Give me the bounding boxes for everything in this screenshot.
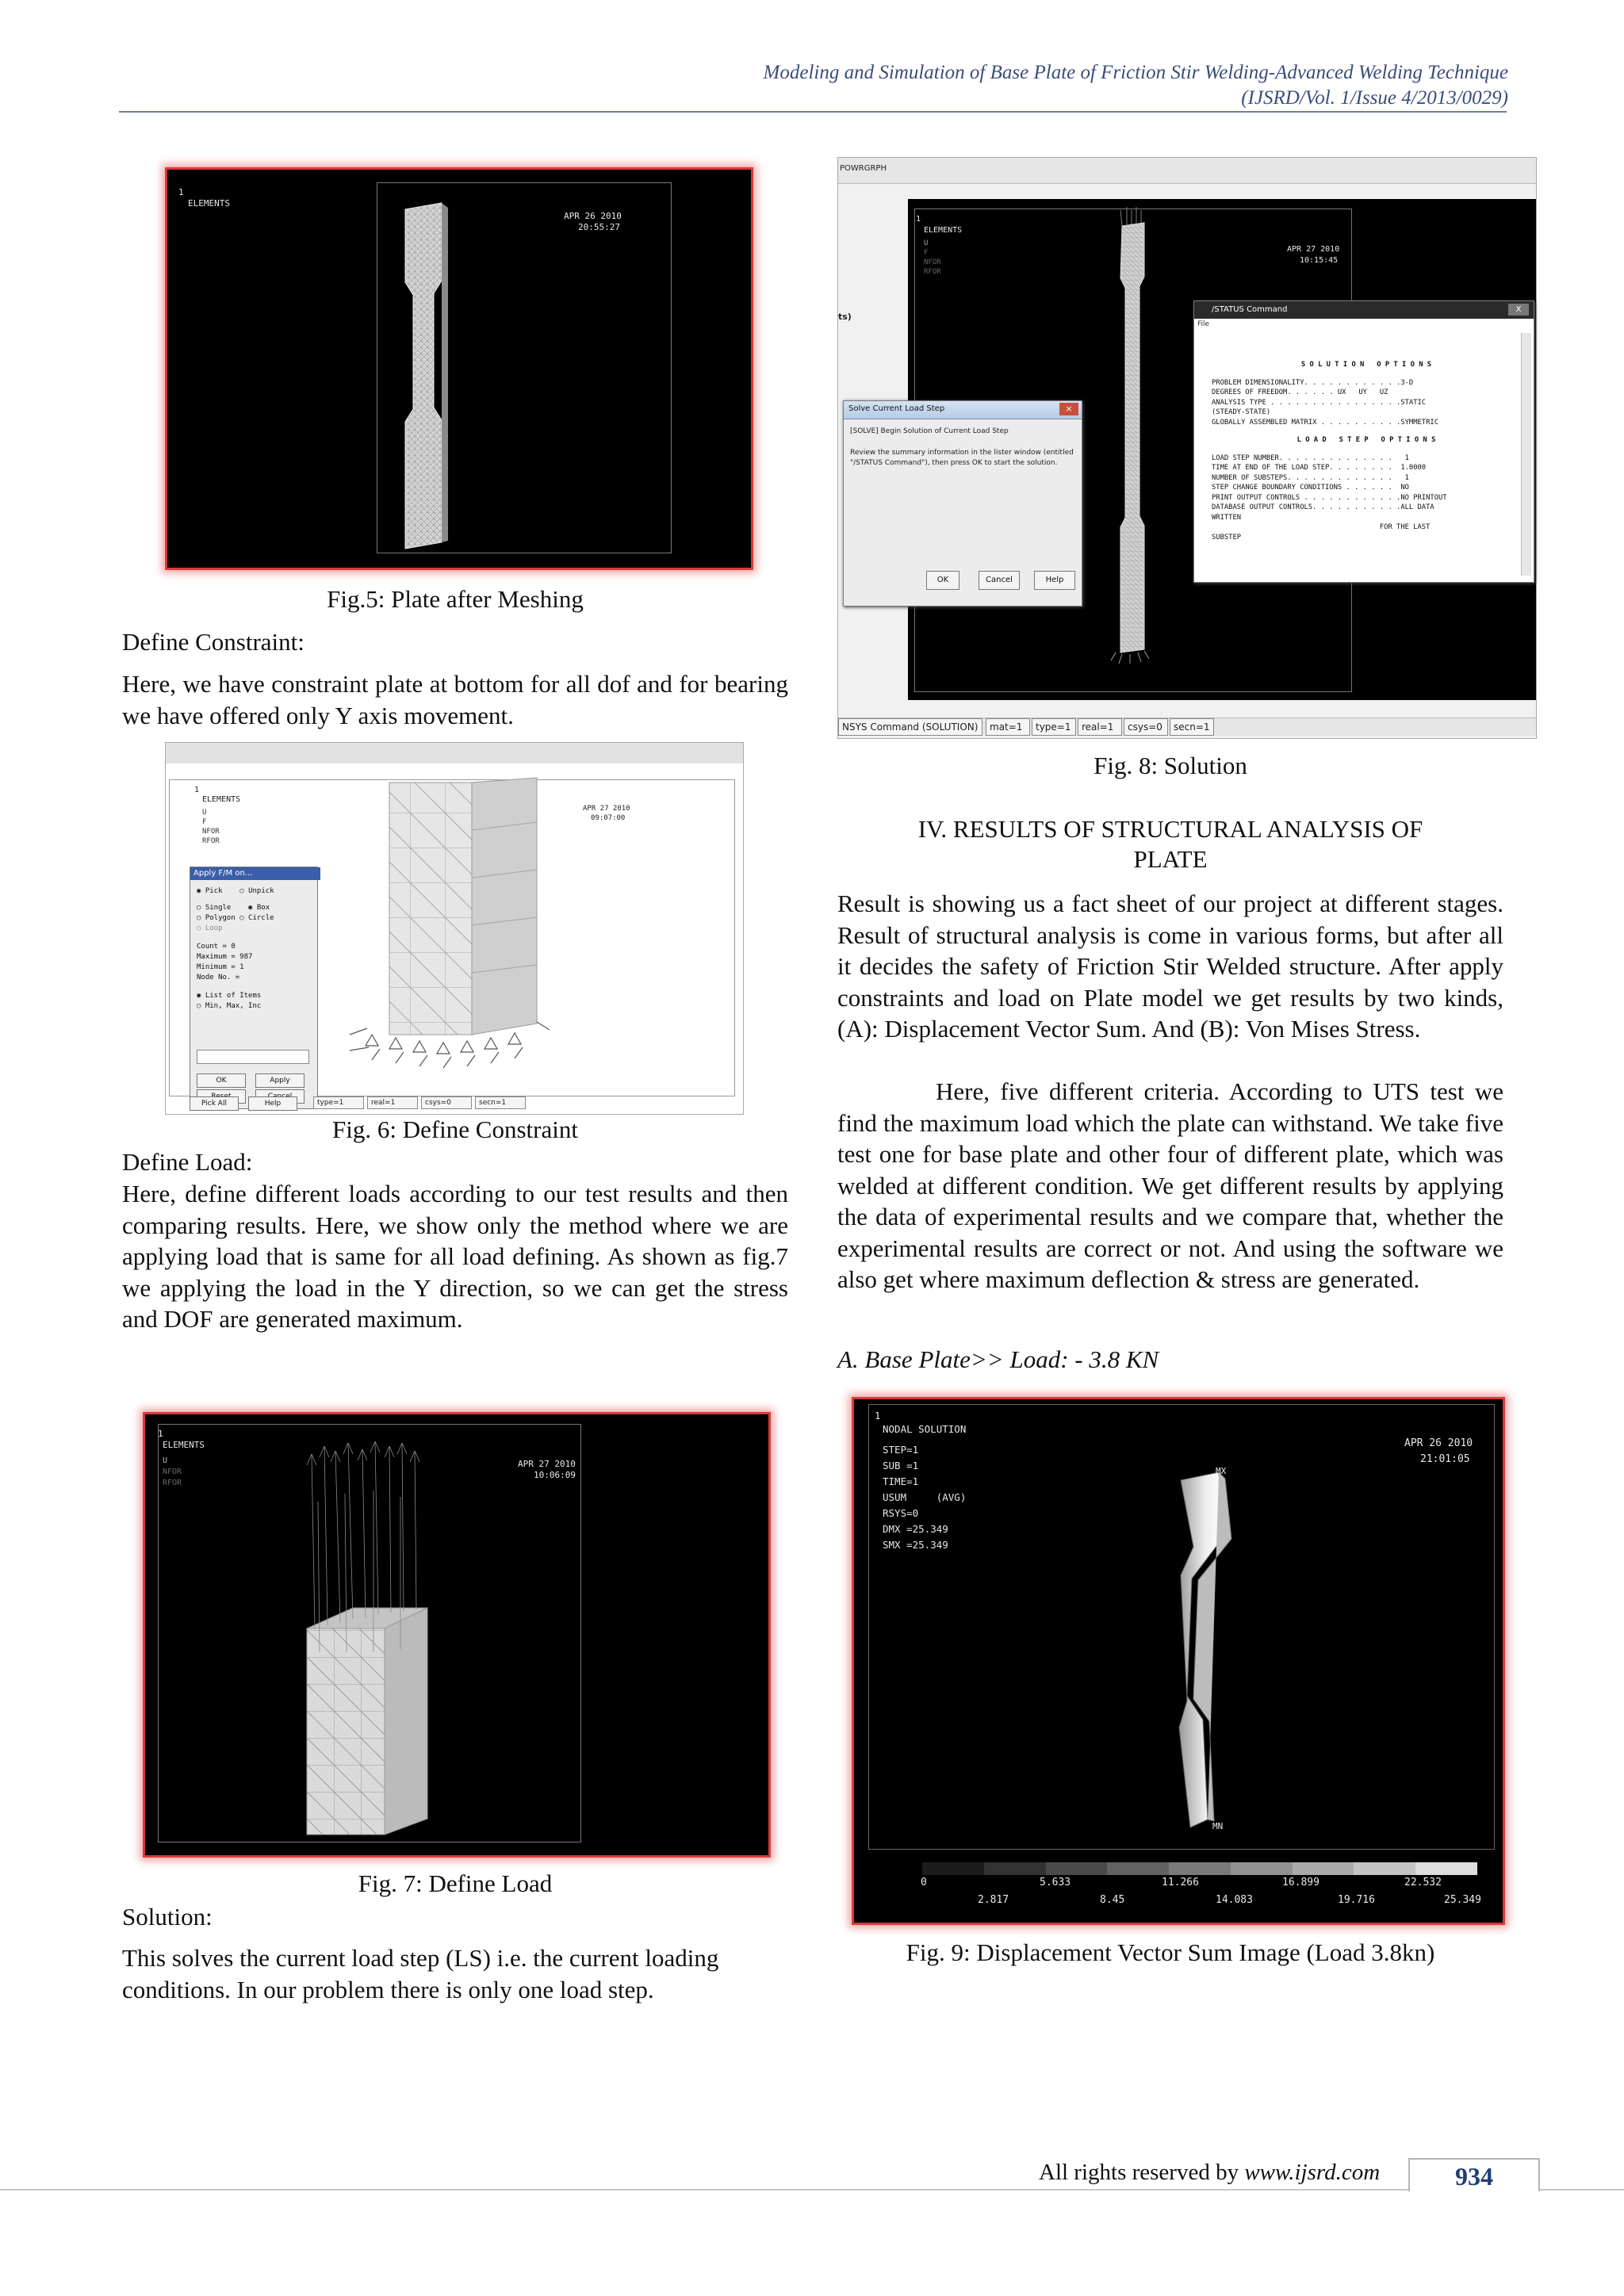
status-line: WRITTEN [1212, 513, 1242, 522]
fig6-help-button[interactable]: Help [248, 1096, 297, 1111]
fig8-status-secn: secn=1 [1170, 718, 1214, 736]
fig7-date: APR 27 2010 [518, 1459, 576, 1469]
fig9-window-number: 1 [875, 1410, 881, 1422]
fig9-scale-label-22532: 22.532 [1404, 1877, 1442, 1888]
fig6-pick-input[interactable] [197, 1050, 309, 1064]
nodal-solution-line: SMX =25.349 [883, 1539, 948, 1551]
min-max-inc-radio[interactable]: ○ [197, 1002, 205, 1010]
fig6-pick-all-button[interactable]: Pick All [190, 1096, 239, 1111]
fig9-deformed-plate [854, 1399, 1503, 1923]
fig8-elements-label: ELEMENTS [924, 226, 963, 235]
fig8-powrgrph-label: POWRGRPH [840, 164, 887, 173]
status-line: L O A D S T E P O P T I O N S [1297, 436, 1436, 444]
fig6-status-type: type=1 [313, 1096, 364, 1109]
status-line: S O L U T I O N O P T I O N S [1300, 361, 1432, 369]
fig7-window-number: 1 [158, 1429, 163, 1439]
fig6-caption: Fig. 6: Define Constraint [332, 1115, 578, 1143]
circle-radio[interactable]: ○ [239, 914, 249, 922]
fig8-time: 10:15:45 [1300, 256, 1339, 265]
fig6-status-secn: secn=1 [475, 1096, 526, 1109]
status-line: GLOBALLY ASSEMBLED MATRIX . . . . . . . . . .SYMMETRIC [1212, 418, 1438, 427]
scale-band-4 [1107, 1862, 1169, 1875]
fig9-scale-label-14083: 14.083 [1216, 1894, 1253, 1906]
loop-radio[interactable]: ○ [197, 924, 205, 932]
status-line: PRINT OUTPUT CONTROLS . . . . . . . . . . . .NO PRINTOUT [1212, 493, 1447, 502]
fig8-status-window [1193, 300, 1534, 583]
fig6-date: APR 27 2010 [583, 805, 630, 813]
fig9-scale-label-2817: 2.817 [978, 1894, 1009, 1906]
fig8-status-csys: csys=0 [1124, 718, 1168, 736]
list-items-radio[interactable]: ◉ [197, 992, 205, 1000]
fig7-image [143, 1412, 771, 1858]
fig6-time: 09:07:00 [591, 814, 626, 822]
scale-band-6 [1231, 1862, 1293, 1875]
status-line: DATABASE OUTPUT CONTROLS. . . . . . . . . . .ALL DATA [1212, 503, 1434, 511]
status-line: LOAD STEP NUMBER. . . . . . . . . . . . . . 1 [1212, 453, 1409, 462]
pick-radio[interactable]: ◉ [197, 887, 205, 895]
fig8-image [837, 157, 1537, 739]
define-constraint-heading: Define Constraint: [122, 628, 304, 656]
fig7-loaded-plate [145, 1414, 768, 1855]
nodal-solution-line: USUM (AVG) [883, 1491, 967, 1503]
running-header [764, 60, 1508, 111]
fig9-min-marker: MN [1212, 1821, 1224, 1831]
fig8-legend: U F NFOR RFOR [924, 239, 941, 276]
nodal-solution-line: RSYS=0 [883, 1507, 919, 1519]
solution-text: This solves the current load step (LS) i.e. the current loading conditions. In our problem there is only one load step. [122, 1944, 719, 2003]
fig9-scale-label-16899: 16.899 [1282, 1877, 1320, 1888]
fig5-caption: Fig.5: Plate after Meshing [327, 585, 584, 613]
fig6-ok-button[interactable]: OK [197, 1073, 246, 1088]
fig6-pick-dialog [190, 867, 318, 1109]
fig6-dialog-options: ◉ Pick ○ Unpick ○ Single ◉ Box ○ Polygon ○ Circle ○ Loop Count = 0 Maximum = 987 Minimum = 1 Node No. = ◉ List of Items ○ Min, Max, Inc [197, 887, 274, 1010]
fig6-dialog-title: Apply F/M on... [190, 867, 320, 880]
page-number: 934 [1408, 2158, 1540, 2191]
section4-heading: IV. RESULTS OF STRUCTURAL ANALYSIS OF PLATE [917, 815, 1423, 873]
fig9-scale-label-25349: 25.349 [1444, 1894, 1481, 1906]
fig8-solve-titlebar [844, 401, 1082, 419]
fig9-scale-label-0: 0 [921, 1877, 927, 1888]
fig9-caption: Fig. 9: Displacement Vector Sum Image (Load 3.8kn) [906, 1938, 1435, 1966]
scale-band-9 [1415, 1862, 1477, 1875]
footer-rights: All rights reserved by www.ijsrd.com [1039, 2160, 1381, 2185]
status-line: PROBLEM DIMENSIONALITY. . . . . . . . . . . .3-D [1212, 378, 1414, 387]
fig8-status-title: /STATUS Command [1212, 305, 1288, 314]
fig7-caption: Fig. 7: Define Load [358, 1869, 553, 1897]
define-load-text: Here, define different loads according to our test results and then comparing results. Here, we show only the method where we are applying load that is same for all load defining. As shown as fig.7 we applying the load in the Y direction, so we can get the stress and DOF are generated maximum. [122, 1180, 788, 1333]
fig9-scale-label-845: 8.45 [1100, 1894, 1125, 1906]
fig8-side-label: ts) [838, 312, 852, 322]
fig9-date: APR 26 2010 [1404, 1437, 1473, 1449]
fig8-status-type: type=1 [1032, 718, 1076, 736]
fig6-apply-button[interactable]: Apply [255, 1073, 304, 1088]
fig8-help-button[interactable]: Help [1034, 571, 1075, 590]
fig5-date: APR 26 2010 [564, 211, 622, 221]
scale-band-2 [984, 1862, 1046, 1875]
status-line: FOR THE LAST [1212, 523, 1431, 531]
header-issue: (IJSRD/Vol. 1/Issue 4/2013/0029) [1241, 87, 1508, 109]
fig6-window-number: 1 [194, 786, 200, 794]
fig8-status-mat: mat=1 [986, 718, 1030, 736]
solution-heading: Solution: [122, 1903, 213, 1931]
fig7-legend: U NFOR RFOR [163, 1456, 182, 1487]
fig9-scale-label-11266: 11.266 [1162, 1877, 1199, 1888]
fig6-legend: U F NFOR RFOR [202, 809, 220, 845]
fig8-status-text [1212, 352, 1521, 542]
scale-band-1 [922, 1862, 984, 1875]
box-radio[interactable]: ◉ [248, 904, 257, 912]
fig5-elements-label: ELEMENTS [188, 198, 230, 209]
fig9-color-scale [922, 1862, 1477, 1875]
polygon-radio[interactable]: ○ [197, 914, 205, 922]
fig8-status-scrollbar[interactable] [1521, 333, 1531, 576]
fig6-status-real: real=1 [367, 1096, 418, 1109]
fig8-ok-button[interactable]: OK [926, 571, 959, 590]
fig6-status-csys: csys=0 [421, 1096, 472, 1109]
status-line: TIME AT END OF THE LOAD STEP. . . . . . . . 1.0000 [1212, 464, 1427, 472]
fig8-solve-text: [SOLVE] Begin Solution of Current Load Step Review the summary information in the lister window (entitled "/STATUS Command"), then press OK to start the solution. [850, 427, 1074, 467]
section4-subheading: A. Base Plate>> Load: - 3.8 KN [837, 1345, 1159, 1373]
header-rule [119, 111, 1507, 113]
fig9-scale-label-19716: 19.716 [1338, 1894, 1375, 1906]
fig8-window-number: 1 [916, 215, 921, 224]
scale-band-7 [1293, 1862, 1354, 1875]
fig9-scale-label-5633: 5.633 [1040, 1877, 1071, 1888]
section4-paragraph-1: Result is showing us a fact sheet of our project at different stages. Result of structural analysis is come in various forms, but after all it decides the safety of Friction Stir Welded structure. After apply constraints and load on Plate model we get results by two kinds, (A): Displacement Vector Sum. And (B): Von Mises Stress. [837, 890, 1503, 1043]
fig8-solve-close-icon[interactable]: × [1059, 403, 1078, 415]
footer-site-link[interactable]: www.ijsrd.com [1244, 2160, 1381, 2185]
nodal-solution-line: DMX =25.349 [883, 1523, 948, 1535]
fig6-elements-label: ELEMENTS [202, 795, 241, 804]
fig9-time: 21:01:05 [1420, 1453, 1470, 1465]
fig8-cancel-button[interactable]: Cancel [979, 571, 1020, 590]
nodal-solution-line: SUB =1 [883, 1460, 919, 1471]
scale-band-3 [1046, 1862, 1108, 1875]
fig8-solve-dialog [843, 400, 1082, 607]
fig8-status-cmd: NSYS Command (SOLUTION) [838, 718, 982, 736]
define-constraint-text: Here, we have constraint plate at bottom for all dof and for bearing we have offered only Y axis movement. [122, 670, 788, 729]
footer-rule [0, 2189, 1624, 2191]
fig7-time: 10:06:09 [534, 1470, 576, 1480]
header-title: Modeling and Simulation of Base Plate of Friction Stir Welding-Advanced Welding Technique [763, 62, 1508, 83]
status-line: STEP CHANGE BOUNDARY CONDITIONS . . . . . . NO [1212, 484, 1409, 492]
fig8-date: APR 27 2010 [1287, 245, 1340, 254]
nodal-solution-line: NODAL SOLUTION [883, 1423, 967, 1435]
fig9-max-marker: MX [1216, 1466, 1227, 1476]
status-line: ANALYSIS TYPE . . . . . . . . . . . . . . . .STATIC [1212, 398, 1427, 407]
define-load-heading: Define Load: [122, 1148, 253, 1176]
status-line: SUBSTEP [1212, 533, 1242, 541]
scale-band-8 [1354, 1862, 1415, 1875]
fig5-window-number: 1 [178, 187, 184, 197]
fig8-toolbar [838, 158, 1536, 184]
fig8-status-titlebar [1194, 301, 1534, 319]
fig5-image [165, 167, 753, 570]
fig5-time: 20:55:27 [578, 222, 620, 232]
fig8-status-real: real=1 [1078, 718, 1122, 736]
section4-paragraph-2: Here, five different criteria. According to UTS test we find the maximum load which the plate can withstand. We take five test one for base plate and other four of different plate, which was welded at different condition. We get different results by applying the data of experimental results and we compare that, whether the experimental results are correct or not. And using the software we also get where maximum deflection & stress are generated. [837, 1077, 1503, 1293]
fig5-meshed-plate [167, 170, 751, 568]
single-radio[interactable]: ○ [197, 904, 205, 912]
fig8-status-bar [838, 718, 1536, 736]
nodal-solution-line: TIME=1 [883, 1475, 919, 1487]
unpick-radio[interactable]: ○ [239, 887, 249, 895]
status-line: NUMBER OF SUBSTEPS. . . . . . . . . . . . . 1 [1212, 473, 1409, 482]
status-line: (STEADY-STATE) [1212, 408, 1271, 416]
fig8-status-close-icon[interactable]: X [1508, 304, 1529, 316]
scale-band-5 [1169, 1862, 1231, 1875]
fig6-image [165, 742, 744, 1115]
fig8-status-menu-file[interactable]: File [1197, 320, 1210, 328]
fig8-caption: Fig. 8: Solution [1094, 752, 1247, 779]
fig8-solve-title: Solve Current Load Step [848, 404, 945, 413]
fig9-image [852, 1397, 1505, 1925]
nodal-solution-line: STEP=1 [883, 1444, 919, 1456]
status-line: DEGREES OF FREEDOM. . . . . . UX UY UZ [1212, 388, 1388, 396]
fig7-elements-label: ELEMENTS [163, 1440, 205, 1450]
fig6-status-bar [190, 1096, 737, 1114]
